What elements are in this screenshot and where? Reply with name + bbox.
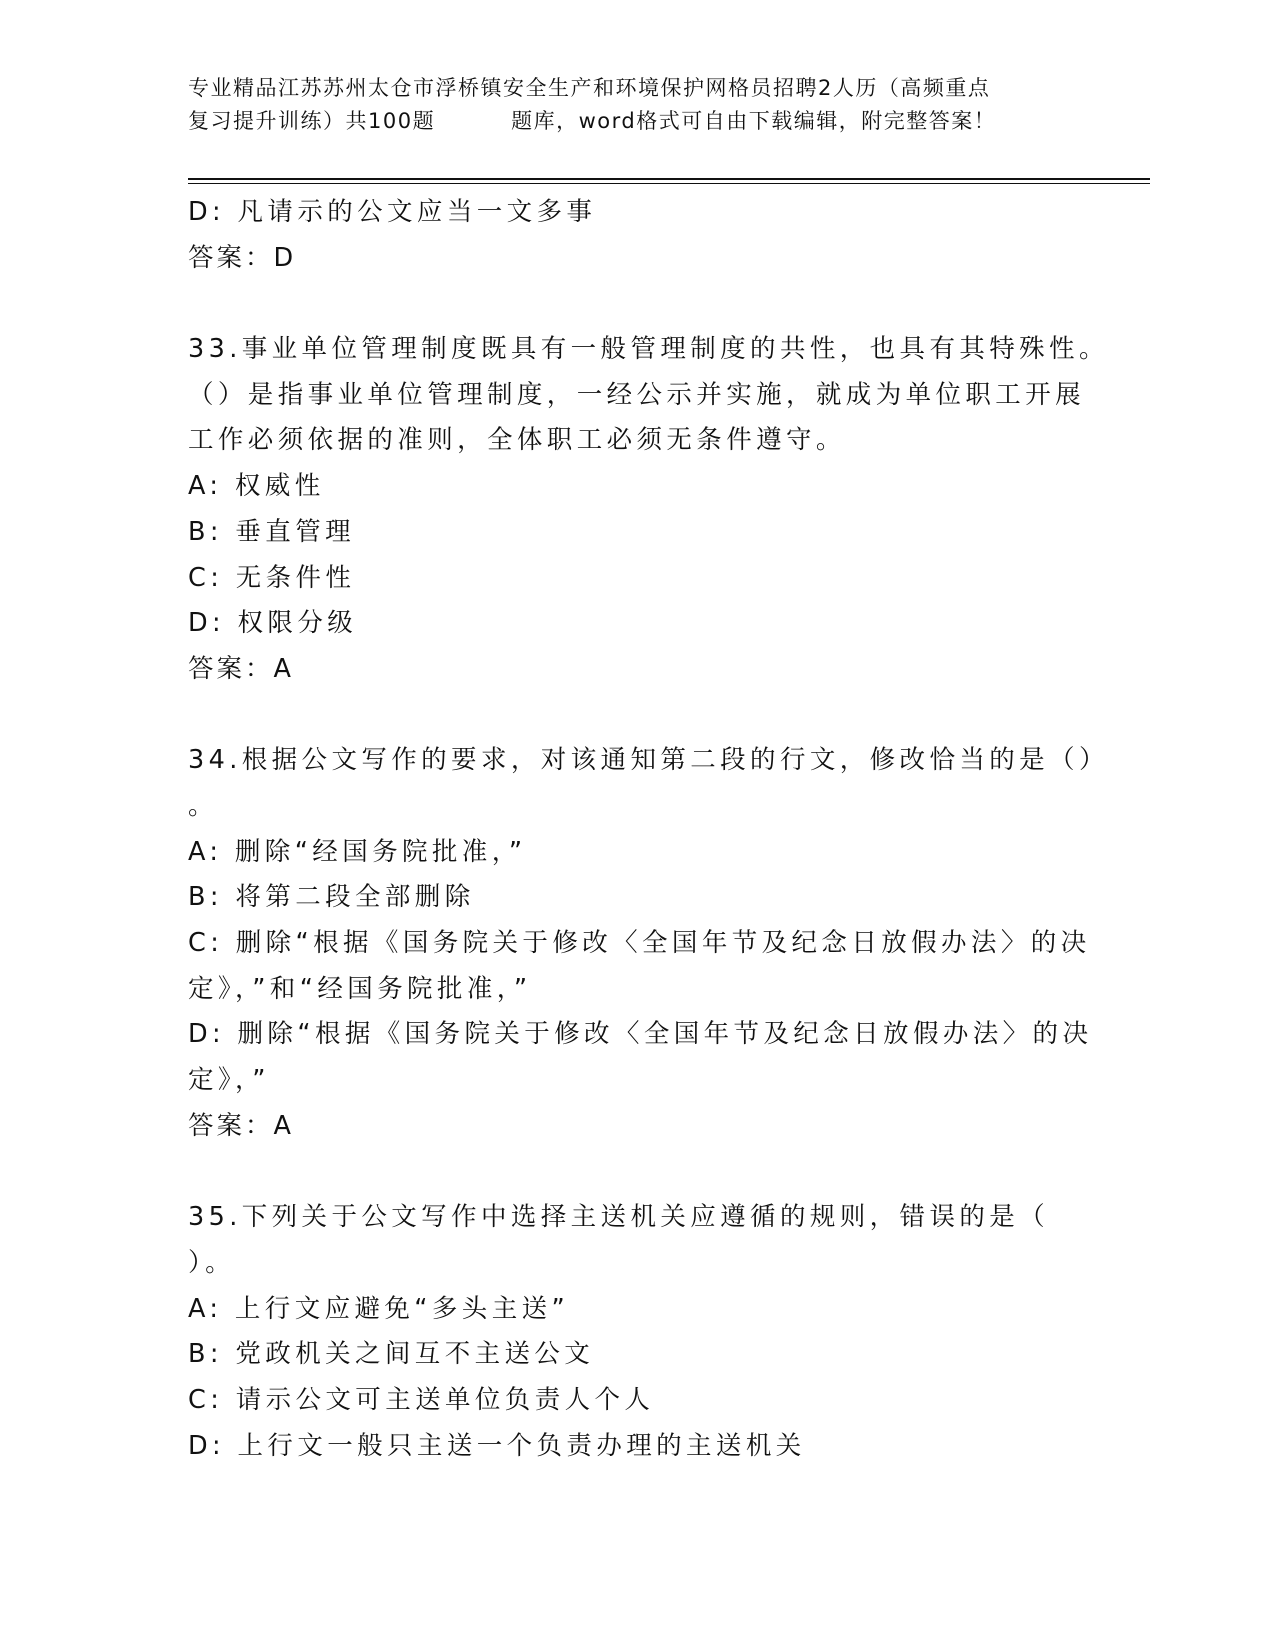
- question-33-line-3: 工作必须依据的准则，全体职工必须无条件遵守。: [188, 425, 846, 456]
- header-divider-thick: [188, 178, 1150, 180]
- question-33-option-c: C: 无条件性: [188, 562, 356, 593]
- question-35-option-b: B: 党政机关之间互不主送公文: [188, 1339, 595, 1370]
- question-34-line-1: 34.根据公文写作的要求，对该通知第二段的行文，修改恰当的是（）: [188, 745, 1109, 776]
- header-title-line-2: [188, 105, 1088, 138]
- question-33-line-2: （）是指事业单位管理制度，一经公示并实施，就成为单位职工开展: [188, 379, 1086, 410]
- header-divider-thin: [188, 183, 1150, 184]
- header-title-line-2-left: 复习提升训练）共100题: [188, 109, 436, 133]
- spacer: [188, 1149, 1088, 1195]
- question-35-option-d: D: 上行文一般只主送一个负责办理的主送机关: [188, 1430, 806, 1461]
- question-34-option-c-line-1: C: 删除“根据《国务院关于修改〈全国年节及纪念日放假办法〉的决: [188, 928, 1091, 958]
- question-34-option-a: A: 删除“经国务院批准，”: [188, 836, 527, 867]
- question-34-option-b: B: 将第二段全部删除: [188, 882, 475, 913]
- question-33-option-d: D: 权限分级: [188, 608, 358, 639]
- question-33-option-a: A: 权威性: [188, 471, 325, 502]
- document-body: [188, 190, 1109, 1469]
- question-35-line-1: 35.下列关于公文写作中选择主送机关应遵循的规则，错误的是（: [188, 1202, 1050, 1233]
- answer-line: 答案：D: [188, 242, 297, 273]
- question-34-option-d-line-2: 定》，”: [188, 1065, 270, 1096]
- spacer: [188, 693, 1088, 739]
- question-33-line-1: 33.事业单位管理制度既具有一般管理制度的共性，也具有其特殊性。: [188, 334, 1109, 365]
- option-d: D: 凡请示的公文应当一文多事: [188, 197, 597, 227]
- question-35-option-a: A: 上行文应避免“多头主送”: [188, 1293, 570, 1324]
- page-header: [188, 72, 1088, 138]
- question-33-option-b: B: 垂直管理: [188, 516, 355, 547]
- question-35-option-c: C: 请示公文可主送单位负责人个人: [188, 1384, 655, 1415]
- question-33-answer: 答案：A: [188, 653, 294, 684]
- spacer: [188, 281, 1088, 327]
- question-34-answer: 答案：A: [188, 1110, 294, 1141]
- question-34-option-c-line-2: 定》，”和“经国务院批准，”: [188, 973, 532, 1004]
- header-title-line-1: 专业精品江苏苏州太仓市浮桥镇安全生产和环境保护网格员招聘2人历（高频重点: [188, 76, 991, 100]
- question-34-option-d-line-1: D: 删除“根据《国务院关于修改〈全国年节及纪念日放假办法〉的决: [188, 1019, 1093, 1050]
- question-35-line-2: ）。: [188, 1247, 236, 1278]
- header-title-line-2-right: 题库，word格式可自由下载编辑，附完整答案！: [511, 109, 997, 133]
- question-34-line-2: 。: [188, 790, 218, 821]
